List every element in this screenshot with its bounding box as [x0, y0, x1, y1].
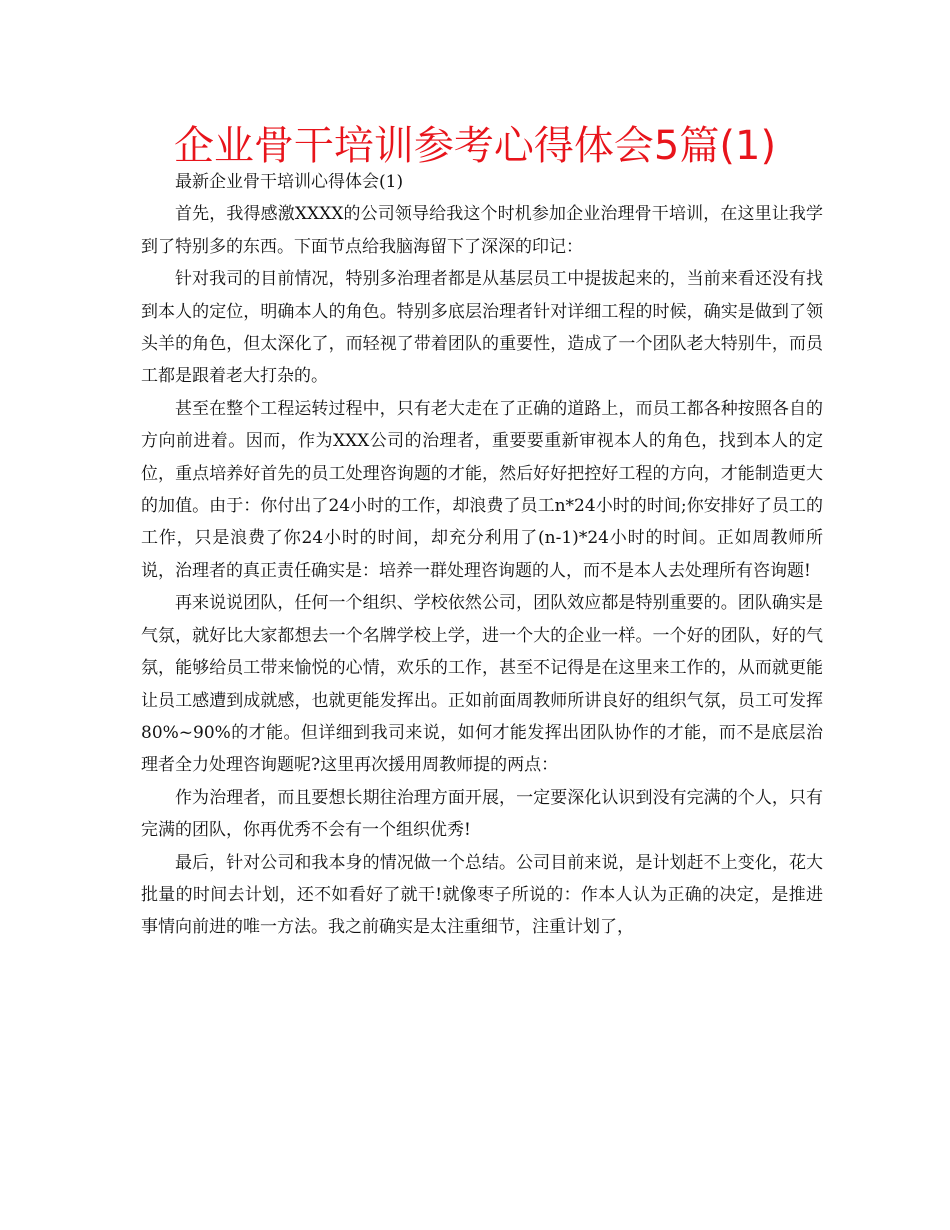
paragraph-subtitle: 最新企业骨干培训心得体会(1)	[175, 172, 404, 192]
paragraph: 首先，我得感激XXXX的公司领导给我这个时机参加企业治理骨干培训，在这里让我学到了特别多的东西。下面节点给我脑海留下了深深的印记：	[141, 204, 823, 257]
document-title: 企业骨干培训参考心得体会5篇(1)	[173, 123, 777, 169]
paragraph: 最后，针对公司和我本身的情况做一个总结。公司目前来说，是计划赶不上变化，花大批量的时间去计划，还不如看好了就干!就像枣子所说的：作本人认为正确的决定，是推进事情向前进的唯一方法。我之前确实是太注重细节，注重计划了，	[141, 852, 823, 938]
document-body	[141, 166, 823, 944]
paragraph: 作为治理者，而且要想长期往治理方面开展，一定要深化认识到没有完满的个人，只有完满的团队，你再优秀不会有一个组织优秀!	[141, 787, 823, 841]
paragraph: 再来说说团队，任何一个组织、学校依然公司，团队效应都是特别重要的。团队确实是气氛，就好比大家都想去一个名牌学校上学，进一个大的企业一样。一个好的团队，好的气氛，能够给员工带来愉悦的心情，欢乐的工作，甚至不记得是在这里来工作的，从而就更能让员工感遭到成就感，也就更能发挥出。正如前面周教师所讲良好的组织气氛，员工可发挥80%~90%的才能。但详细到我司来说，如何才能发挥出团队协作的才能，而不是底层治理者全力处理咨询题呢?这里再次援用周教师提的两点：	[141, 593, 823, 776]
paragraph: 甚至在整个工程运转过程中，只有老大走在了正确的道路上，而员工都各种按照各自的方向前进着。因而，作为XXX公司的治理者，重要要重新审视本人的角色，找到本人的定位，重点培养好首先的员工处理咨询题的才能，然后好好把控好工程的方向，才能制造更大的加值。由于：你付出了24小时的工作，却浪费了员工n*24小时的时间;你安排好了员工的工作，只是浪费了你24小时的时间，却充分利用了(n-1)*24小时的时间。正如周教师所说，治理者的真正责任确实是：培养一群处理咨询题的人，而不是本人去处理所有咨询题!	[141, 398, 823, 581]
paragraph: 针对我司的目前情况，特别多治理者都是从基层员工中提拔起来的，当前来看还没有找到本人的定位，明确本人的角色。特别多底层治理者针对详细工程的时候，确实是做到了领头羊的角色，但太深化了，而轻视了带着团队的重要性，造成了一个团队老大特别牛，而员工都是跟着老大打杂的。	[141, 269, 823, 387]
